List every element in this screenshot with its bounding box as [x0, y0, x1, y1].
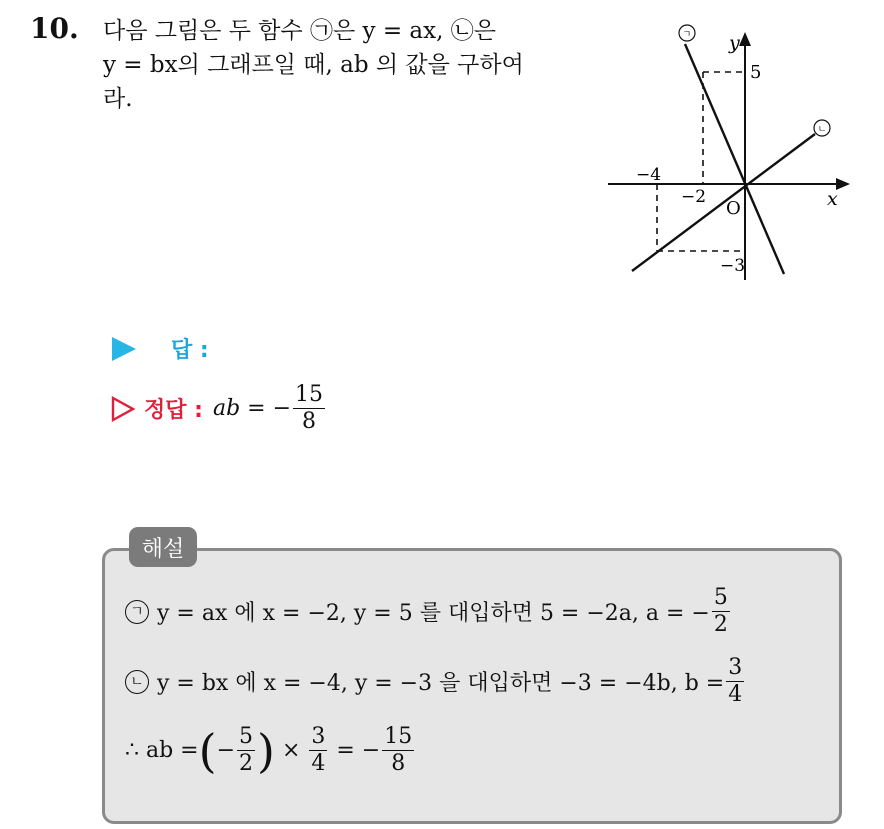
solution-line-2	[125, 655, 746, 708]
correct-answer-row	[110, 382, 327, 435]
play-outline-icon	[110, 395, 136, 423]
fraction-denominator: 4	[728, 682, 743, 707]
label-b: ㄴ	[817, 125, 827, 135]
answer-row	[112, 333, 209, 364]
axis-x-label: x	[827, 188, 838, 210]
solution-line-1-fraction	[712, 585, 730, 638]
minus-sign: −	[216, 738, 236, 763]
question-line-1: 다음 그림은 두 함수 ㉠은 y = ax, ㉡은	[103, 18, 496, 44]
correct-label: 정답 :	[144, 398, 203, 423]
equals-minus: = −	[329, 738, 381, 763]
answer-label: 답 :	[171, 338, 209, 363]
line-a	[685, 44, 784, 274]
close-paren: )	[257, 723, 275, 778]
correct-denominator: 8	[302, 409, 317, 434]
fraction-2	[309, 724, 327, 777]
correct-fraction	[293, 382, 325, 435]
solution-line-2-fraction	[726, 655, 744, 708]
fraction-denominator: 2	[713, 612, 728, 637]
open-paren: (	[198, 723, 217, 778]
question-number: 10.	[30, 12, 79, 45]
solution-tag: 해설	[129, 527, 197, 567]
fraction-numerator: 5	[713, 585, 728, 610]
fraction-denominator: 4	[311, 751, 326, 776]
question-line-2: y = bx의 그래프일 때, ab 의 값을 구하여	[103, 52, 524, 78]
tick-5: 5	[750, 62, 762, 83]
y-axis-arrow	[739, 32, 751, 46]
x-axis-arrow	[836, 178, 850, 190]
tick-minus-3: −3	[720, 256, 746, 276]
fraction-numerator: 15	[384, 724, 413, 749]
solution-line-2-text: y = bx 에 x = −4, y = −3 을 대입하면 −3 = −4b, b =	[157, 671, 725, 696]
fraction-1	[237, 724, 255, 777]
times-sign: ×	[274, 738, 308, 763]
circle-b-icon: ㄴ	[125, 670, 149, 694]
fraction-numerator: 3	[728, 655, 743, 680]
correct-numerator: 15	[295, 382, 324, 407]
solution-line-3	[125, 724, 416, 777]
function-graph	[602, 22, 852, 282]
fraction-3	[382, 724, 414, 777]
correct-lhs: ab = −	[212, 396, 292, 421]
fraction-denominator: 2	[239, 751, 254, 776]
solution-line-1	[125, 585, 732, 638]
tick-minus-4: −4	[636, 165, 662, 185]
fraction-denominator: 8	[391, 751, 406, 776]
tick-minus-2: −2	[681, 187, 707, 207]
circle-a-icon: ㄱ	[125, 600, 149, 624]
fraction-numerator: 5	[239, 724, 254, 749]
question-line-3: 라.	[103, 86, 133, 112]
origin-label: O	[726, 198, 741, 219]
label-a: ㄱ	[682, 30, 692, 40]
axis-y-label: y	[729, 32, 740, 54]
play-icon	[112, 337, 136, 361]
question-text	[103, 14, 583, 116]
solution-line-1-text: y = ax 에 x = −2, y = 5 를 대입하면 5 = −2a, a = −	[157, 601, 710, 626]
fraction-numerator: 3	[311, 724, 326, 749]
therefore-prefix: ∴ ab =	[125, 738, 199, 763]
